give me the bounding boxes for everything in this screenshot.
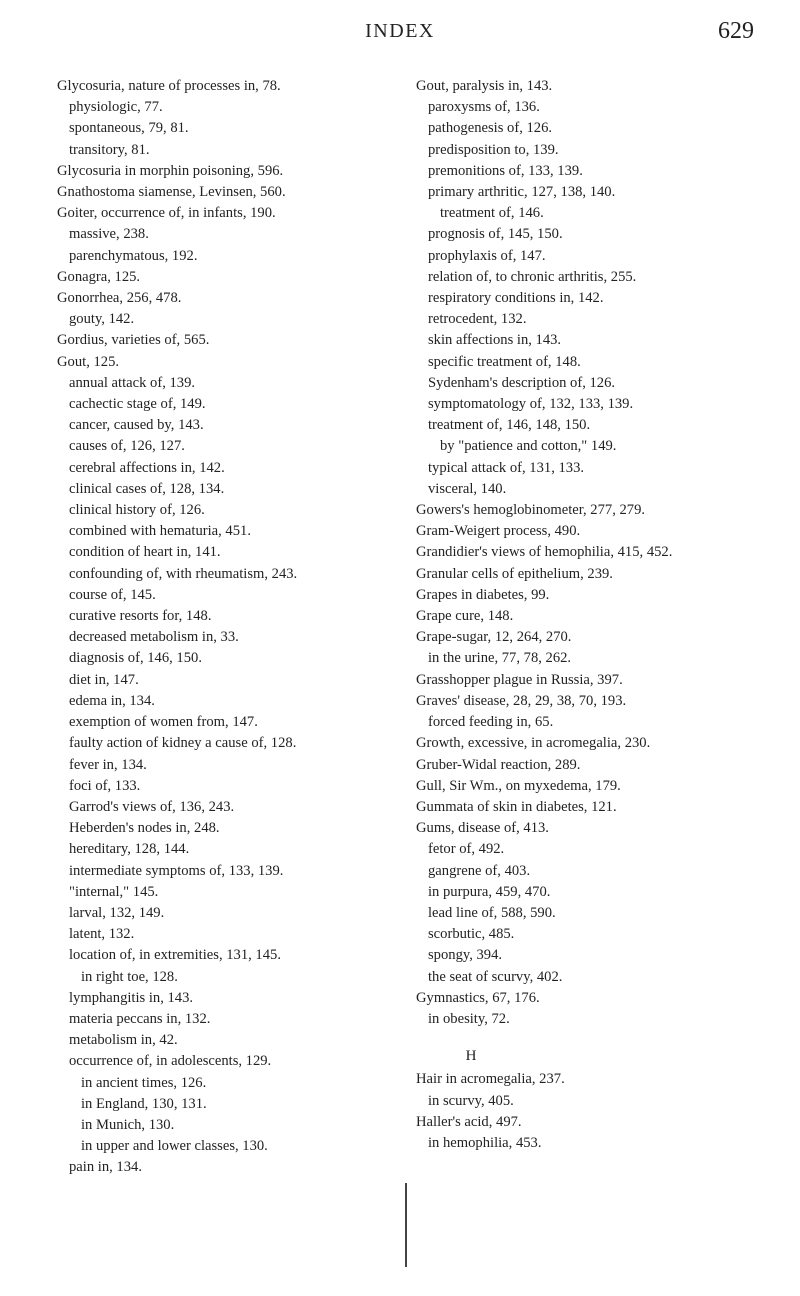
- index-subentry: treatment of, 146.: [440, 205, 544, 222]
- index-subentry: gouty, 142.: [69, 311, 135, 328]
- index-entry: Gram-Weigert process, 490.: [416, 523, 581, 540]
- index-entry: Hair in acromegalia, 237.: [416, 1071, 565, 1088]
- index-subentry: clinical cases of, 128, 134.: [69, 480, 225, 497]
- index-subentry: in right toe, 128.: [81, 968, 178, 985]
- index-subentry: prognosis of, 145, 150.: [428, 226, 563, 243]
- index-subentry: "internal," 145.: [69, 883, 159, 900]
- index-subentry: physiologic, 77.: [69, 99, 163, 116]
- page-number: 629: [718, 18, 754, 44]
- index-entry: Glycosuria, nature of processes in, 78.: [57, 78, 281, 94]
- index-subentry: symptomatology of, 132, 133, 139.: [428, 396, 634, 413]
- index-subentry: in ancient times, 126.: [81, 1074, 207, 1091]
- index-subentry: causes of, 126, 127.: [69, 438, 185, 455]
- index-entry: Grandidier's views of hemophilia, 415, 452.: [416, 544, 673, 561]
- index-subentry: metabolism in, 42.: [69, 1032, 178, 1049]
- index-subentry: fever in, 134.: [69, 756, 147, 773]
- index-subentry: in obesity, 72.: [428, 1010, 510, 1027]
- index-entry: Gonorrhea, 256, 478.: [57, 290, 182, 307]
- index-subentry: spongy, 394.: [428, 947, 503, 964]
- index-subentry: clinical history of, 126.: [69, 502, 205, 519]
- index-entry: Gummata of skin in diabetes, 121.: [416, 798, 617, 815]
- index-entry: Gout, 125.: [57, 353, 120, 370]
- index-subentry: condition of heart in, 141.: [69, 544, 221, 561]
- index-subentry: predisposition to, 139.: [428, 141, 559, 158]
- index-entry: Gout, paralysis in, 143.: [416, 78, 553, 94]
- index-entry: Glycosuria in morphin poisoning, 596.: [57, 162, 284, 179]
- index-entry: Haller's acid, 497.: [416, 1113, 522, 1130]
- index-entry: Growth, excessive, in acromegalia, 230.: [416, 735, 651, 752]
- index-subentry: faulty action of kidney a cause of, 128.: [69, 735, 297, 752]
- index-entry: Gordius, varieties of, 565.: [57, 332, 210, 349]
- index-subentry: curative resorts for, 148.: [69, 608, 212, 625]
- index-subentry: fetor of, 492.: [428, 841, 505, 858]
- index-subentry: visceral, 140.: [428, 480, 507, 497]
- index-subentry: occurrence of, in adolescents, 129.: [69, 1053, 272, 1070]
- index-subentry: in scurvy, 405.: [428, 1092, 514, 1109]
- index-subentry: specific treatment of, 148.: [428, 353, 581, 370]
- index-subentry: annual attack of, 139.: [69, 374, 196, 391]
- index-subentry: cancer, caused by, 143.: [69, 417, 204, 434]
- index-subentry: the seat of scurvy, 402.: [428, 968, 563, 985]
- index-subentry: treatment of, 146, 148, 150.: [428, 417, 591, 434]
- index-entry: Gnathostoma siamense, Levinsen, 560.: [57, 184, 286, 201]
- index-entries-h: [416, 1069, 786, 1154]
- index-subentry: in the urine, 77, 78, 262.: [428, 650, 572, 667]
- index-subentry: diagnosis of, 146, 150.: [69, 650, 202, 667]
- index-subentry: foci of, 133.: [69, 777, 141, 794]
- index-subentry: typical attack of, 131, 133.: [428, 459, 585, 476]
- index-entry: Granular cells of epithelium, 239.: [416, 565, 613, 582]
- index-subentry: Heberden's nodes in, 248.: [69, 820, 220, 837]
- index-subentry: confounding of, with rheumatism, 243.: [69, 565, 298, 582]
- index-subentry: primary arthritic, 127, 138, 140.: [428, 184, 616, 201]
- index-subentry: skin affections in, 143.: [428, 332, 562, 349]
- index-entry: Gonagra, 125.: [57, 268, 141, 285]
- margin-rule: [405, 1183, 407, 1267]
- index-entry: Gull, Sir Wm., on myxedema, 179.: [416, 777, 621, 794]
- index-column-left: [57, 76, 402, 1179]
- index-subentry: retrocedent, 132.: [428, 311, 527, 328]
- index-subentry: parenchymatous, 192.: [69, 247, 198, 264]
- index-subentry: exemption of women from, 147.: [69, 714, 258, 731]
- index-entry: Gruber-Widal reaction, 289.: [416, 756, 581, 773]
- index-subentry: lymphangitis in, 143.: [69, 989, 194, 1006]
- index-subentry: larval, 132, 149.: [69, 904, 165, 921]
- index-entry: Grape-sugar, 12, 264, 270.: [416, 629, 572, 646]
- index-entries-g: [416, 76, 786, 1030]
- index-column-right: [416, 76, 786, 1154]
- index-subentry: transitory, 81.: [69, 141, 150, 158]
- index-subentry: premonitions of, 133, 139.: [428, 162, 583, 179]
- index-subentry: Sydenham's description of, 126.: [428, 374, 616, 391]
- index-subentry: paroxysms of, 136.: [428, 99, 540, 116]
- index-entry: Graves' disease, 28, 29, 38, 70, 193.: [416, 692, 627, 709]
- index-entry: Goiter, occurrence of, in infants, 190.: [57, 205, 276, 222]
- index-subentry: course of, 145.: [69, 586, 156, 603]
- index-subentry: latent, 132.: [69, 926, 135, 943]
- index-entry: Gowers's hemoglobinometer, 277, 279.: [416, 502, 646, 519]
- index-subentry: cerebral affections in, 142.: [69, 459, 225, 476]
- running-title: INDEX: [365, 20, 435, 42]
- index-subentry: in upper and lower classes, 130.: [81, 1138, 268, 1155]
- section-letter-h: H: [465, 1048, 477, 1065]
- index-subentry: by "patience and cotton," 149.: [440, 438, 617, 455]
- index-subentry: spontaneous, 79, 81.: [69, 120, 189, 137]
- index-subentry: diet in, 147.: [69, 671, 139, 688]
- page-header: [0, 14, 800, 54]
- index-subentry: gangrene of, 403.: [428, 862, 531, 879]
- index-subentry: hereditary, 128, 144.: [69, 841, 190, 858]
- index-subentry: intermediate symptoms of, 133, 139.: [69, 862, 284, 879]
- index-subentry: forced feeding in, 65.: [428, 714, 554, 731]
- index-entry: Gymnastics, 67, 176.: [416, 989, 540, 1006]
- index-subentry: Garrod's views of, 136, 243.: [69, 798, 235, 815]
- index-subentry: pain in, 134.: [69, 1159, 142, 1176]
- index-subentry: cachectic stage of, 149.: [69, 396, 206, 413]
- index-subentry: in Munich, 130.: [81, 1116, 175, 1133]
- index-entry: Grape cure, 148.: [416, 608, 514, 625]
- index-subentry: lead line of, 588, 590.: [428, 904, 556, 921]
- index-subentry: prophylaxis of, 147.: [428, 247, 546, 264]
- index-entry: Grasshopper plague in Russia, 397.: [416, 671, 623, 688]
- index-subentry: in hemophilia, 453.: [428, 1134, 542, 1151]
- index-subentry: decreased metabolism in, 33.: [69, 629, 239, 646]
- index-subentry: in England, 130, 131.: [81, 1095, 207, 1112]
- index-subentry: edema in, 134.: [69, 692, 155, 709]
- index-entry: Gums, disease of, 413.: [416, 820, 549, 837]
- index-subentry: relation of, to chronic arthritis, 255.: [428, 268, 637, 285]
- index-subentry: respiratory conditions in, 142.: [428, 290, 604, 307]
- index-subentry: combined with hematuria, 451.: [69, 523, 251, 540]
- index-subentry: scorbutic, 485.: [428, 926, 515, 943]
- index-subentry: pathogenesis of, 126.: [428, 120, 553, 137]
- index-entry: Grapes in diabetes, 99.: [416, 586, 550, 603]
- index-subentry: materia peccans in, 132.: [69, 1010, 211, 1027]
- index-subentry: in purpura, 459, 470.: [428, 883, 551, 900]
- index-subentry: location of, in extremities, 131, 145.: [69, 947, 281, 964]
- index-subentry: massive, 238.: [69, 226, 149, 243]
